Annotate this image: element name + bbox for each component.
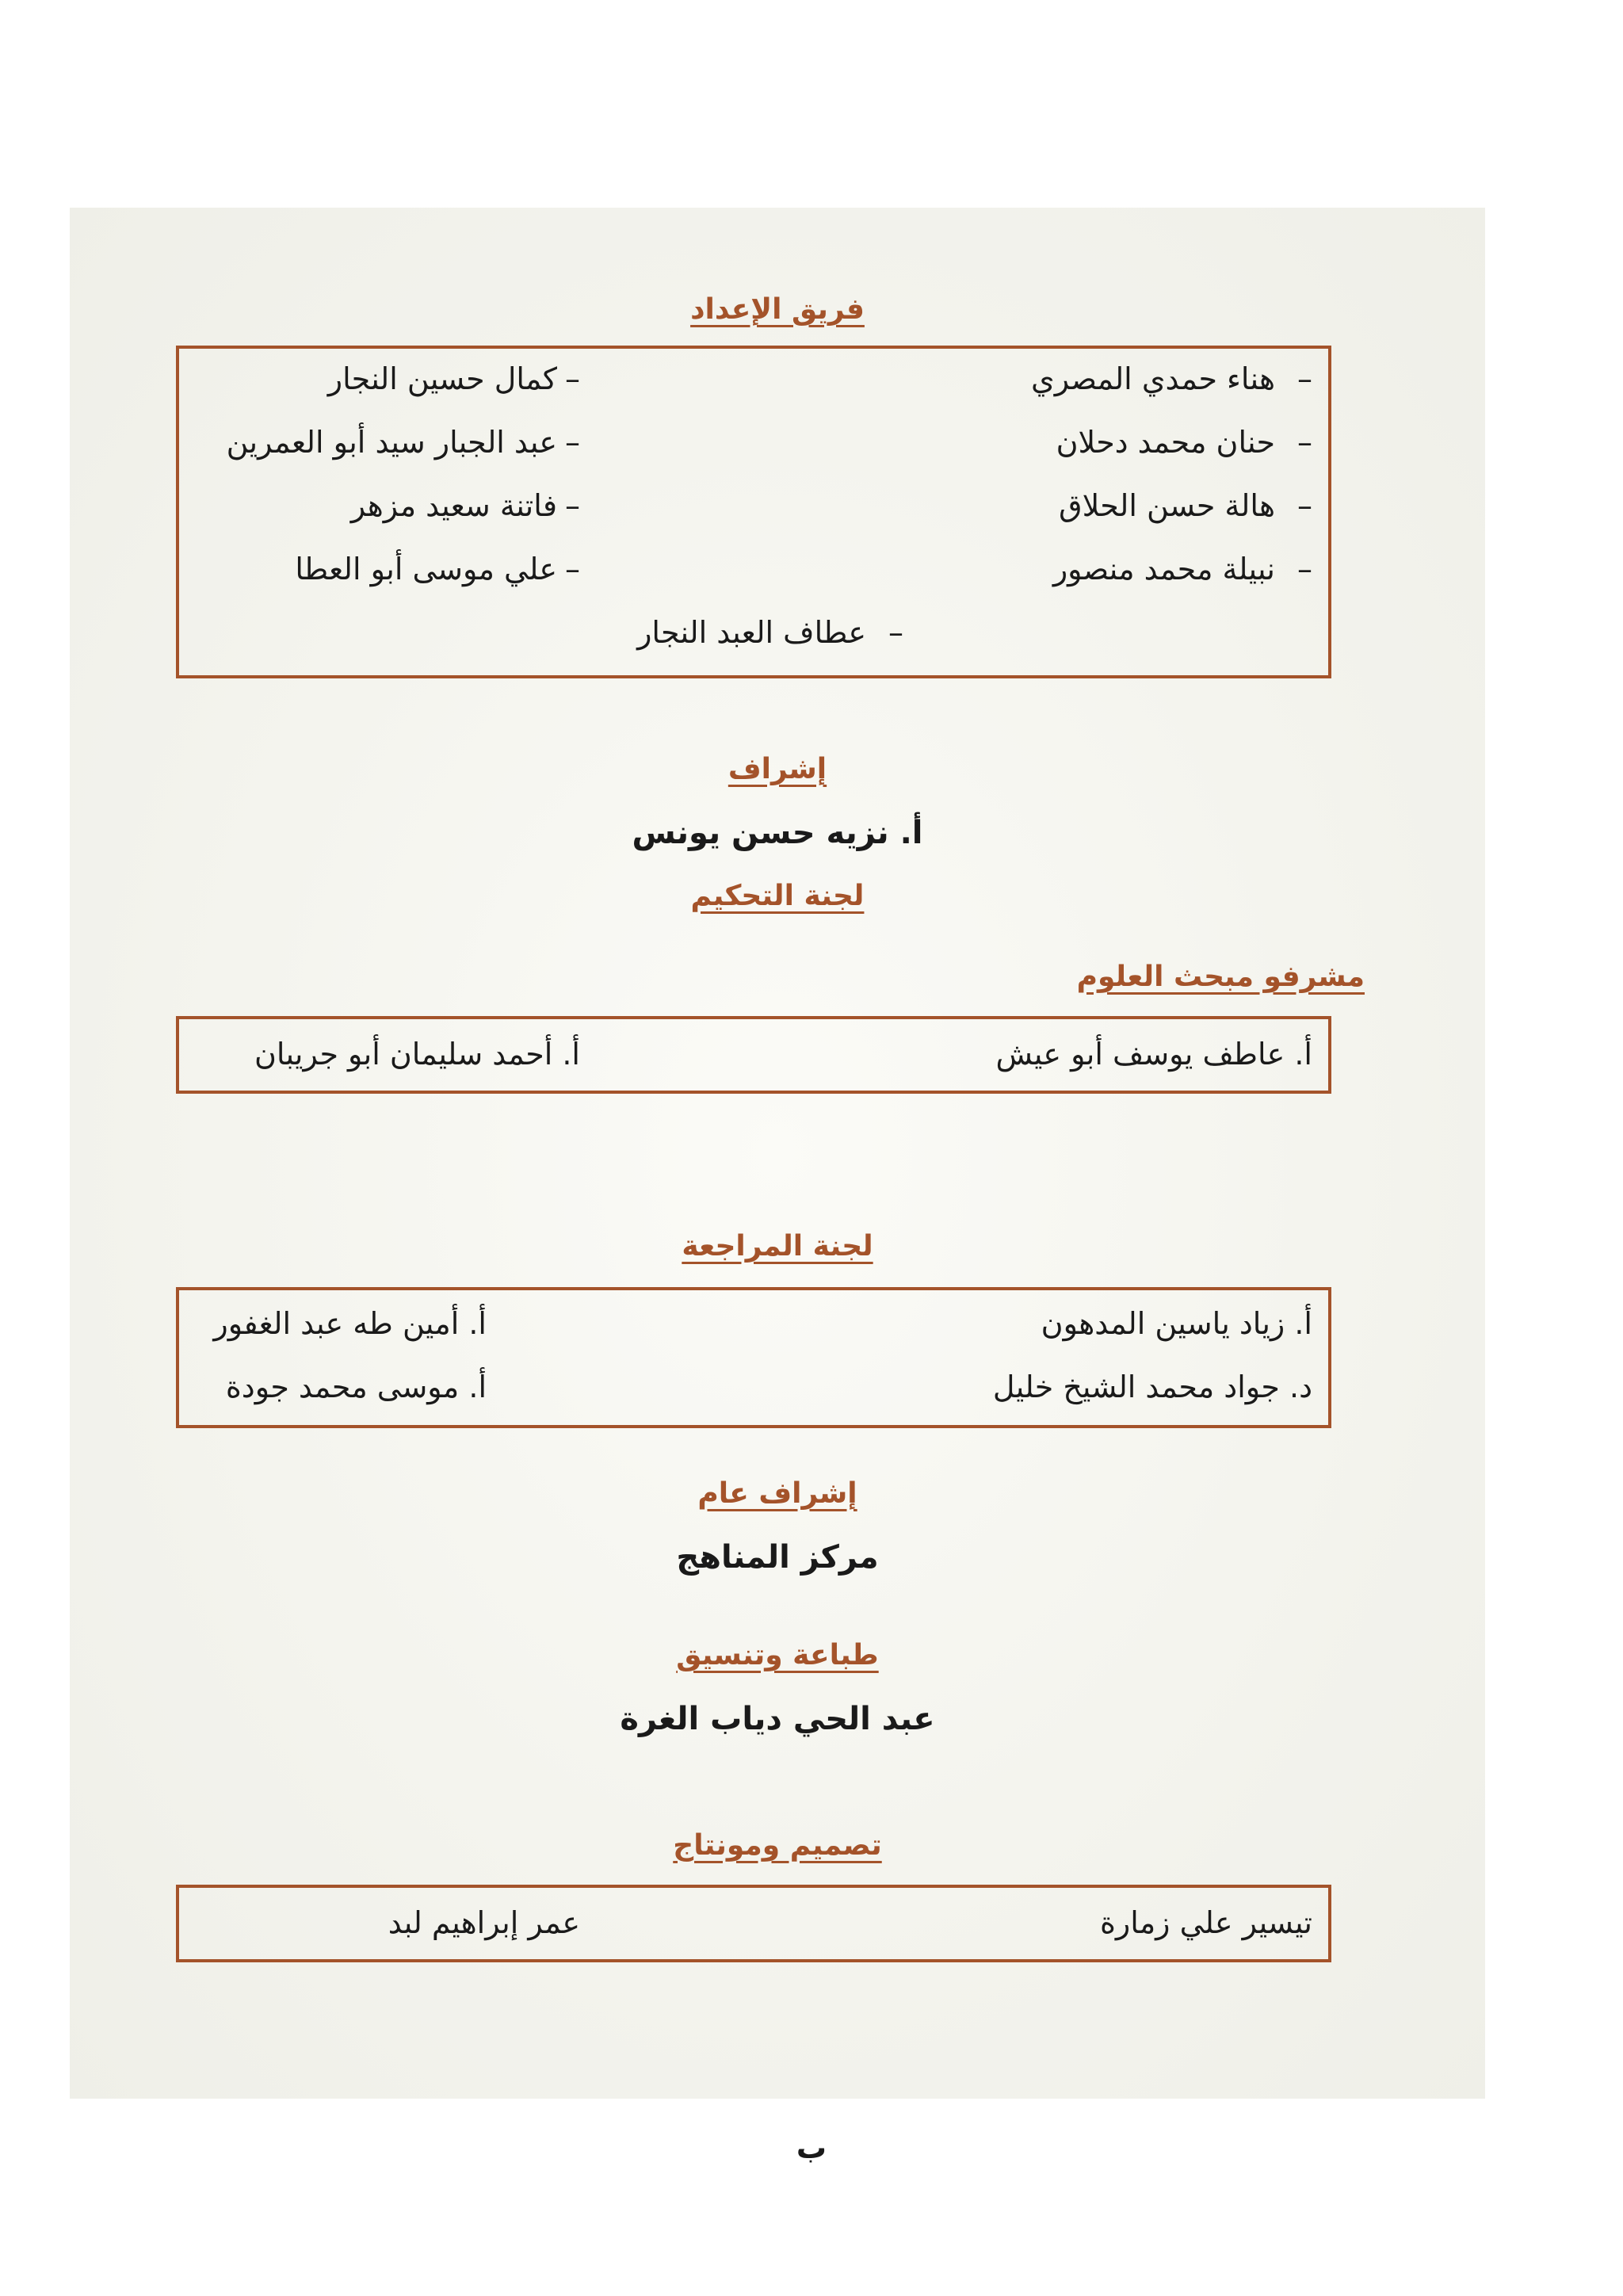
general-supervision-name: مركز المناهج: [676, 1539, 879, 1576]
prep-member-right-1: –هناء حمدي المصري: [1030, 361, 1312, 396]
content-panel: [70, 208, 1485, 2099]
prep-member-right-4: –نبيلة محمد منصور: [1052, 552, 1312, 586]
prep-member-center: –عطاف العبد النجار: [637, 615, 903, 650]
prep-member-right-3: –هالة حسن الحلاق: [1059, 488, 1312, 523]
prep-member-left-3: –فاتنة سعيد مزهر: [350, 488, 580, 523]
prep-team-box: [176, 346, 1331, 678]
review-committee-heading: لجنة التحكيم: [690, 880, 865, 912]
science-supervisor-right: أ. عاطف يوسف أبو عيش: [995, 1037, 1312, 1072]
revision-member-right-1: أ. زياد ياسين المدهون: [1041, 1306, 1312, 1341]
printing-name: عبد الحي دياب الغرة: [620, 1701, 935, 1737]
printing-heading: طباعة وتنسيق: [676, 1639, 879, 1671]
science-supervisors-box: [176, 1016, 1331, 1094]
revision-committee-box: [176, 1287, 1331, 1428]
science-supervisors-heading: مشرفو مبحث العلوم: [1076, 961, 1365, 993]
designer-left: عمر إبراهيم لبد: [388, 1905, 580, 1940]
prep-team-heading: فريق الإعداد: [690, 293, 865, 326]
supervisor-name: أ. نزيه حسن يونس: [632, 815, 923, 851]
general-supervision-heading: إشراف عام: [697, 1477, 857, 1510]
revision-committee-heading: لجنة المراجعة: [682, 1230, 873, 1263]
revision-member-left-2: أ. موسى محمد جودة: [225, 1370, 487, 1404]
designer-right: تيسير علي زمارة: [1099, 1905, 1312, 1940]
supervision-heading: إشراف: [727, 753, 827, 785]
design-heading: تصميم ومونتاج: [673, 1829, 882, 1862]
prep-member-right-2: –حنان محمد دحلان: [1056, 425, 1312, 460]
prep-member-left-4: –علي موسى أبو العطا: [295, 552, 580, 586]
prep-member-left-1: –كمال حسين النجار: [327, 361, 580, 396]
page-number: ب: [796, 2130, 827, 2165]
revision-member-right-2: د. جواد محمد الشيخ خليل: [992, 1370, 1312, 1404]
prep-member-left-2: –عبد الجبار سيد أبو العمرين: [226, 425, 580, 460]
science-supervisor-left: أ. أحمد سليمان أبو جريبان: [254, 1037, 580, 1072]
design-box: [176, 1885, 1331, 1962]
revision-member-left-1: أ. أمين طه عبد الغفور: [213, 1306, 487, 1341]
